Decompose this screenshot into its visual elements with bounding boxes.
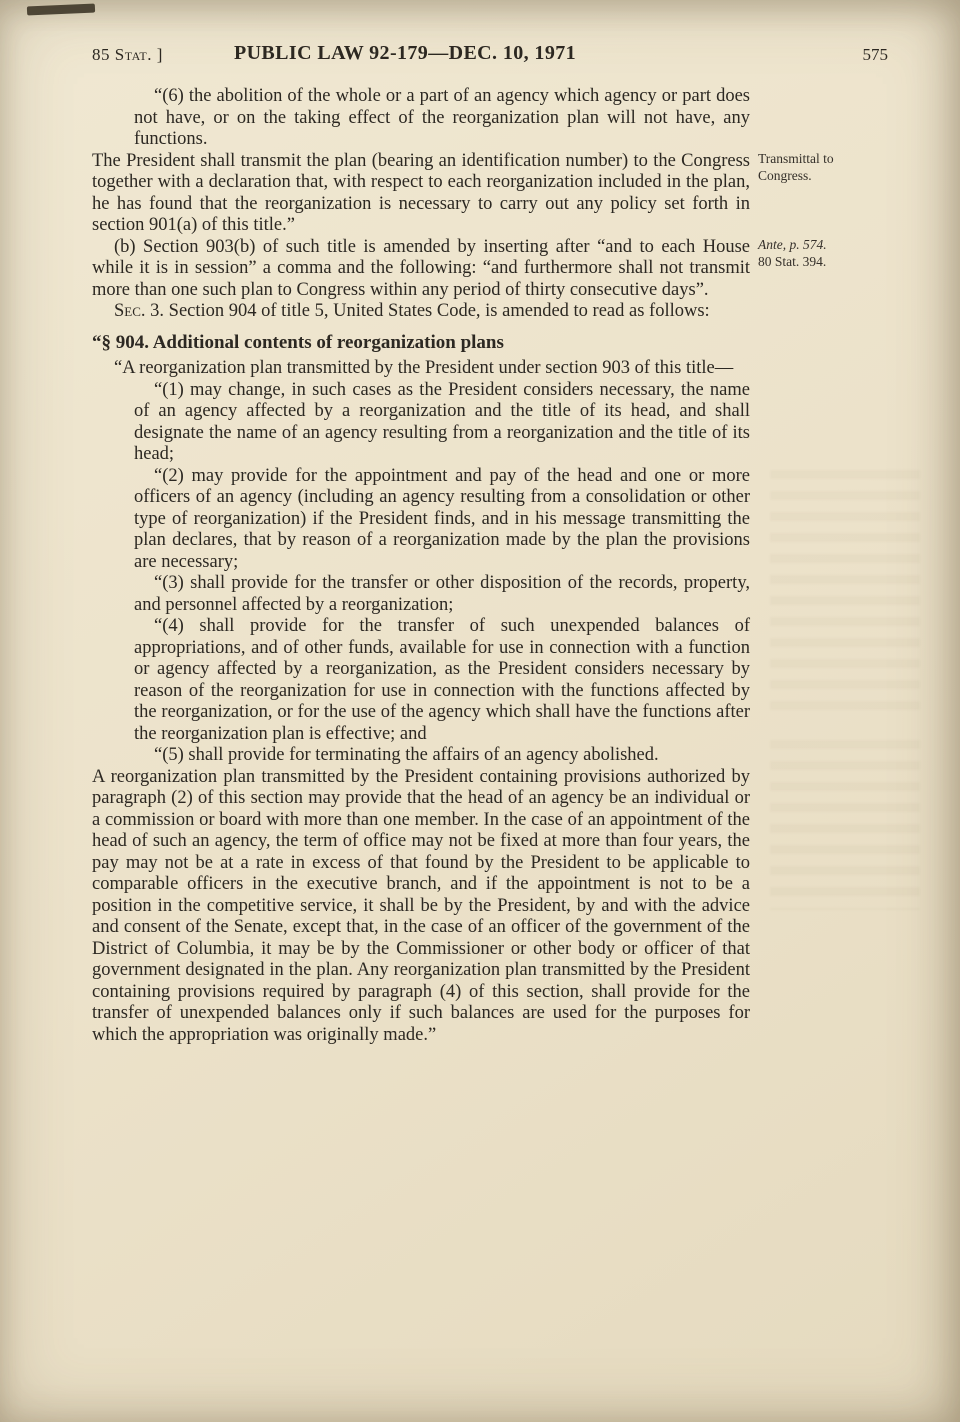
clause-3: “(3) shall provide for the transfer or other disposition of the records, property, and personnel affected by a reorganization; bbox=[134, 573, 750, 615]
sec-3-text: Section 904 of title 5, United States Code, is amended to read as follows: bbox=[164, 301, 710, 321]
margin-note-transmittal-text: Transmittal to Congress. bbox=[758, 151, 834, 183]
ink-bleed-artifact bbox=[770, 470, 920, 720]
statute-text bbox=[92, 86, 750, 1046]
ante-citation: Ante, p. 574. bbox=[758, 237, 827, 252]
clause-1: “(1) may change, in such cases as the President considers necessary, the name of an agency affected by a reorganization and the title of its head, and shall designate the name of an agency resulting from a reorganization and the title of its head; bbox=[134, 379, 750, 464]
margin-note-transmittal bbox=[758, 150, 884, 184]
paragraph-sec-3 bbox=[92, 301, 750, 323]
clause-6: “(6) the abolition of the whole or a part of an agency which agency or part does not have, or on the taking effect of the reorganization plan will not have, any functions. bbox=[134, 86, 750, 149]
clause-4: “(4) shall provide for the transfer of such unexpended balances of appropriations, and of other funds, available for use in connection with a function or agency affected by a reorganization, as the President considers necessary by reason of the reorganization for use in connection with the functions affected by the reorganization, or for the use of the agency which shall have the functions after the reorganization plan is effective; and bbox=[134, 616, 750, 744]
sec-3-label: Sec. 3. bbox=[114, 301, 165, 321]
page-number: 575 bbox=[862, 45, 888, 64]
law-title: PUBLIC LAW 92-179—DEC. 10, 1971 bbox=[233, 42, 577, 64]
stat-citation-note: 80 Stat. 394. bbox=[758, 254, 827, 269]
paragraph-section-b: (b) Section 903(b) of such title is amended by inserting after “and to each House while it is in session” a comma and the following: “and furthermore shall not transmit more than one such plan to Congress within any period of thirty consecutive days”. bbox=[92, 236, 750, 300]
section-904-heading: “§ 904. Additional contents of reorganization plans bbox=[92, 331, 504, 353]
scan-edge-artifact bbox=[27, 4, 95, 16]
paragraph-closing: A reorganization plan transmitted by the President containing provisions authorized by paragraph (2) of this section may provide that the head of an agency be an individual or a commission or board with more than one member. In the case of an appointment of the head of such an agency, the term of office may not be fixed at more than four years, the pay may not be at a rate in excess of that found by the President to be applicable to comparable officers in the executive branch, and if the appointment is not to be a position in the competitive service, it shall be by the President, by and with the advice and consent of the Senate, except that, in the case of an officer of the government of the District of Columbia, it may be by the Commissioner or other body or officer of that government designated in the plan. Any reorganization plan transmitted by the President containing provisions required by paragraph (4) of this section, shall provide for the transfer of unexpended balances only if such balances are used for the purposes for which the appropriation was originally made.” bbox=[92, 766, 750, 1045]
running-head bbox=[92, 42, 888, 68]
stat-citation: 85 Stat. ] bbox=[92, 45, 163, 64]
paragraph-transmittal: The President shall transmit the plan (bearing an identification number) to the Congress together with a declaration that, with respect to each reorganization included in the plan, he has found that the reorganization is necessary to carry out any policy set forth in section 901(a) of this title.” bbox=[92, 150, 750, 235]
clause-5: “(5) shall provide for terminating the affairs of an agency abolished. bbox=[154, 745, 659, 765]
margin-note-citations bbox=[758, 236, 884, 270]
paragraph-904-intro: “A reorganization plan transmitted by the President under section 903 of this title— bbox=[114, 358, 734, 378]
clause-2: “(2) may provide for the appointment and pay of the head and one or more officers of an agency (including an agency resulting from a consolidation or other type of reorganization) if the President finds, and in his message transmitting the plan declares, that by reason of a reorganization made by the plan the provisions are necessary; bbox=[134, 465, 750, 572]
ink-bleed-artifact bbox=[770, 740, 920, 910]
